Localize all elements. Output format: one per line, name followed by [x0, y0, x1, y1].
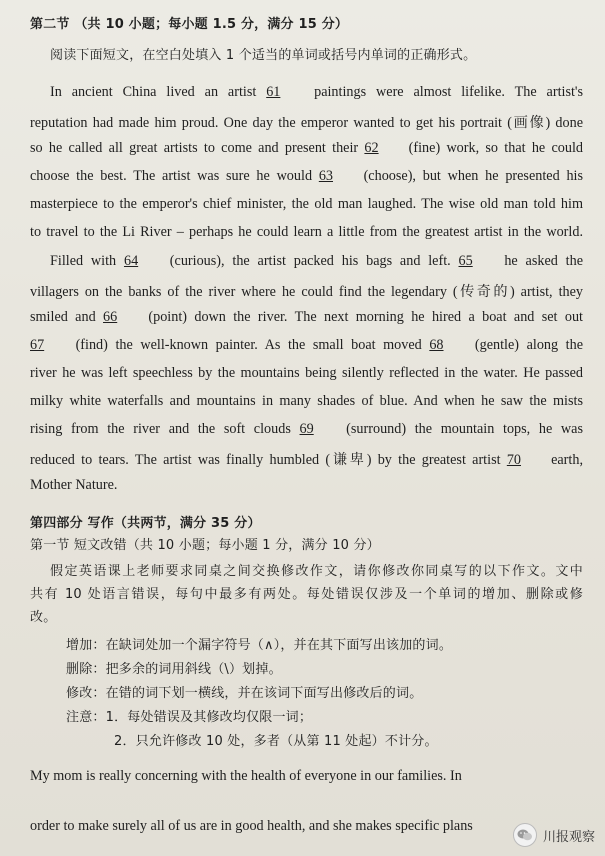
- part4-intro-line1: 假定英语课上老师要求同桌之间交换修改作文，请你修改你同桌写的以下作文。文中: [50, 564, 583, 579]
- wechat-icon: [513, 823, 537, 847]
- para2-line3: smiled and 66 (point) down the river. The next morning he hired a boat and set out: [30, 309, 583, 325]
- rule-add: 增加：在缺词处加一个漏字符号（∧），并在其下面写出该加的词。: [66, 638, 453, 653]
- notes-line1: 注意：1．每处错误及其修改均仅限一词；: [66, 710, 313, 725]
- essay-line2: order to make surely all of us are in good health, and she makes specific plans: [30, 818, 473, 834]
- para1-line4: choose the best. The artist was sure he would 63 (choose), but when he presented his: [30, 168, 584, 184]
- para2-line1: Filled with 64 (curious), the artist packed his bags and left. 65 he asked the: [50, 253, 584, 269]
- section2-heading: 第二节 （共 10 小题；每小题 1.5 分，满分 15 分）: [30, 17, 349, 32]
- blank-70: 70: [506, 452, 521, 468]
- para2-line5: river he was left speechless by the mountains being silently reflected in the water. He passed: [30, 365, 583, 381]
- para2-line6: milky white waterfalls and mountains in many shades of blue. And when he saw the mists: [30, 393, 583, 409]
- blank-67: 67: [30, 337, 45, 353]
- blank-68: 68: [429, 337, 444, 353]
- part4-intro-line2: 共有 10 处语言错误，每句中最多有两处。每处错误仅涉及一个单词的增加、删除或修: [30, 587, 583, 602]
- rule-delete: 删除：把多余的词用斜线（\）划掉。: [66, 662, 282, 677]
- watermark: [513, 822, 595, 848]
- section2-instruction: 阅读下面短文，在空白处填入 1 个适当的单词或括号内单词的正确形式。: [50, 48, 477, 63]
- para2-line4: 67 (find) the well-known painter. As the small boat moved 68 (gentle) along the: [30, 337, 583, 353]
- part4-section1-heading: 第一节 短文改错（共 10 小题；每小题 1 分，满分 10 分）: [30, 538, 380, 553]
- para2-line9: Mother Nature.: [30, 477, 118, 493]
- part4-intro-line3: 改。: [30, 610, 57, 625]
- para2-line8: reduced to tears. The artist was finally humbled (谦卑) by the greatest artist 70 earth,: [30, 452, 583, 468]
- essay-line1: My mom is really concerning with the health of everyone in our families. In: [30, 768, 462, 784]
- blank-61: 61: [266, 84, 281, 100]
- para1-line5: masterpiece to the emperor's chief minister, the old man laughed. The wise old man told him: [30, 196, 583, 212]
- para2-line2: villagers on the banks of the river where he could find the legendary (传奇的) artist, they: [30, 284, 583, 300]
- blank-62: 62: [364, 140, 379, 156]
- para1-line3: so he called all great artists to come and present their 62 (fine) work, so that he could: [30, 140, 583, 156]
- blank-66: 66: [103, 309, 118, 325]
- blank-63: 63: [318, 168, 333, 184]
- para1-line6: to travel to the Li River – perhaps he could learn a little from the greatest artist in the world.: [30, 224, 583, 240]
- para1-line2: reputation had made him proud. One day the emperor wanted to get his portrait (画像) done: [30, 115, 583, 131]
- para2-line7: rising from the river and the soft clouds 69 (surround) the mountain tops, he was: [30, 421, 583, 437]
- part4-heading: 第四部分 写作（共两节，满分 35 分）: [30, 516, 261, 531]
- watermark-text: 川报观察: [542, 829, 595, 845]
- blank-69: 69: [299, 421, 314, 437]
- blank-65: 65: [458, 253, 473, 269]
- para1-line1: In ancient China lived an artist 61 paintings were almost lifelike. The artist's: [50, 84, 583, 100]
- blank-64: 64: [123, 253, 139, 269]
- notes-line2: 2．只允许修改 10 处，多者（从第 11 处起）不计分。: [114, 734, 438, 749]
- rule-modify: 修改：在错的词下划一横线，并在该词下面写出修改后的词。: [66, 686, 423, 701]
- notes-label: 注意：: [66, 710, 106, 725]
